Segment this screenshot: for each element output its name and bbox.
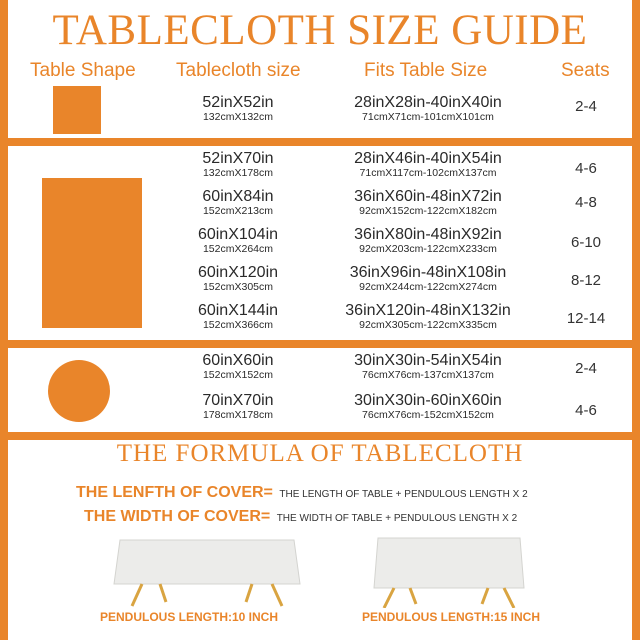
round-size-cell-2 — [158, 392, 318, 422]
rectangle-table-shape — [42, 178, 142, 328]
length-formula — [76, 484, 528, 502]
round-fits-cm: 76cmX76cm-137cmX137cm — [362, 369, 494, 381]
rect-size-cm: 132cmX178cm — [202, 167, 274, 179]
round-seats-1: 2-4 — [575, 360, 597, 377]
round-fits-cell-2 — [338, 392, 518, 422]
square-fits-cell — [338, 94, 518, 124]
rect-seats-2: 4-8 — [575, 194, 597, 211]
rect-fits-cm: 92cmX152cm-122cmX182cm — [359, 205, 497, 217]
round-size: 70inX70in — [202, 392, 274, 409]
width-formula-value: THE WIDTH OF TABLE + PENDULOUS LENGTH X 2 — [276, 513, 518, 524]
rect-fits: 36inX60in-48inX72in — [354, 188, 502, 205]
round-fits-cm: 76cmX76cm-152cmX152cm — [362, 409, 494, 421]
rect-seats-3: 6-10 — [570, 234, 602, 251]
formula-panel — [8, 440, 632, 640]
rect-seats-5: 12-14 — [566, 310, 606, 327]
rect-size-cell-3 — [158, 226, 318, 256]
square-size-cm: 132cmX132cm — [202, 111, 274, 123]
rect-fits-cell-3 — [338, 226, 518, 256]
header-fits-table-size: Fits Table Size — [364, 60, 488, 81]
round-panel — [8, 348, 632, 432]
round-fits: 30inX30in-54inX54in — [354, 352, 502, 369]
square-fits-cm: 71cmX71cm-101cmX101cm — [362, 111, 494, 123]
width-formula-key: THE WIDTH OF COVER= — [84, 508, 271, 525]
square-size-cell — [158, 94, 318, 124]
rectangular-panel — [8, 146, 632, 340]
rect-fits-cm: 92cmX305cm-122cmX335cm — [359, 319, 497, 331]
rect-size-cell-1 — [158, 150, 318, 180]
rect-size: 52inX70in — [202, 150, 274, 167]
rect-size-cell-4 — [158, 264, 318, 294]
header-seats: Seats — [561, 60, 610, 81]
rect-fits-cell-1 — [338, 150, 518, 180]
rect-seats-1: 4-6 — [575, 160, 597, 177]
rect-fits-cell-4 — [338, 264, 518, 294]
length-formula-key: THE LENFTH OF COVER= — [76, 484, 273, 501]
round-fits: 30inX30in-60inX60in — [354, 392, 502, 409]
rect-size: 60inX104in — [197, 226, 279, 243]
header-tablecloth-size: Tablecloth size — [176, 60, 301, 81]
rect-size-cm: 152cmX264cm — [202, 243, 274, 255]
header-table-shape: Table Shape — [30, 60, 136, 81]
table-15-inch-illustration — [364, 536, 534, 608]
rect-fits-cell-2 — [338, 188, 518, 218]
round-size-cm: 178cmX178cm — [202, 409, 274, 421]
square-seats: 2-4 — [575, 98, 597, 115]
rect-size-cm: 152cmX305cm — [202, 281, 274, 293]
table-10-inch-illustration — [102, 536, 312, 608]
rect-size: 60inX120in — [197, 264, 279, 281]
rect-size-cell-2 — [158, 188, 318, 218]
rect-size-cm: 152cmX366cm — [202, 319, 274, 331]
round-fits-cell-1 — [338, 352, 518, 382]
width-formula — [84, 508, 517, 526]
rect-fits-cell-5 — [338, 302, 518, 332]
round-seats-2: 4-6 — [575, 402, 597, 419]
rect-size-cm: 152cmX213cm — [202, 205, 274, 217]
pendulous-length-10: PENDULOUS LENGTH:10 INCH — [100, 610, 279, 624]
rect-fits-cm: 71cmX117cm-102cmX137cm — [359, 167, 497, 179]
rect-fits-cm: 92cmX203cm-122cmX233cm — [359, 243, 497, 255]
header-panel — [8, 0, 632, 138]
rect-fits-cm: 92cmX244cm-122cmX274cm — [359, 281, 497, 293]
rect-fits: 36inX80in-48inX92in — [354, 226, 502, 243]
page-title: TABLECLOTH SIZE GUIDE — [52, 7, 588, 54]
length-formula-value: THE LENGTH OF TABLE + PENDULOUS LENGTH X 2 — [279, 489, 528, 500]
square-size: 52inX52in — [202, 94, 274, 111]
rect-size: 60inX144in — [197, 302, 279, 319]
formula-title: THE FORMULA OF TABLECLOTH — [116, 440, 524, 467]
round-size-cm: 152cmX152cm — [202, 369, 274, 381]
pendulous-length-15: PENDULOUS LENGTH:15 INCH — [362, 610, 541, 624]
rect-size: 60inX84in — [202, 188, 274, 205]
rect-fits: 28inX46in-40inX54in — [354, 150, 502, 167]
rect-seats-4: 8-12 — [570, 272, 602, 289]
round-size: 60inX60in — [202, 352, 274, 369]
rect-fits: 36inX120in-48inX132in — [345, 302, 511, 319]
square-fits: 28inX28in-40inX40in — [354, 94, 502, 111]
round-size-cell-1 — [158, 352, 318, 382]
round-table-shape — [48, 360, 110, 422]
rect-size-cell-5 — [158, 302, 318, 332]
square-table-shape — [53, 86, 101, 134]
rect-fits: 36inX96in-48inX108in — [349, 264, 507, 281]
